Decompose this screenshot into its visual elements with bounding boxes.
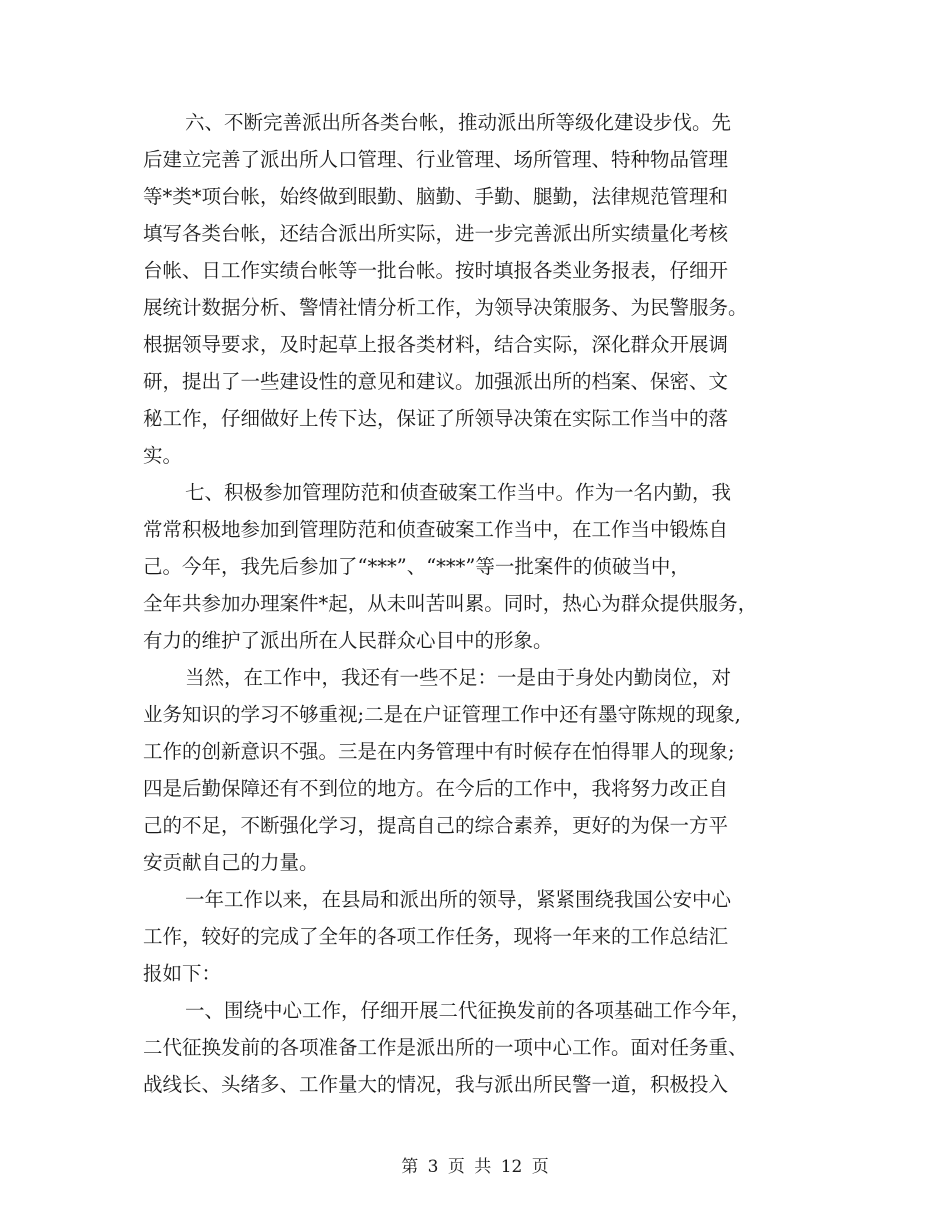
paragraph-annual-intro	[143, 881, 813, 992]
text-line: 工作，较好的完成了全年的各项工作任务，现将一年来的工作总结汇	[143, 925, 729, 948]
text-line: 工作的创新意识不强。三是在内务管理中有时候存在怕得罪人的现象;	[143, 740, 735, 763]
page-number-footer: 第 3 页 共 12 页	[401, 1157, 549, 1177]
paragraph-shortcomings	[143, 659, 813, 881]
text-line: 安贡献自己的力量。	[143, 851, 319, 874]
paragraph-7-case-work	[143, 474, 813, 659]
text-line: 己。今年，我先后参加了“***”、“***”等一批案件的侦破当中，	[143, 555, 690, 578]
text-line: 一、围绕中心工作，仔细开展二代征换发前的各项基础工作今年，	[185, 999, 751, 1022]
text-line: 等*类*项台帐，始终做到眼勤、脑勤、手勤、腿勤，法律规范管理和	[143, 185, 729, 208]
document-body	[143, 104, 813, 1103]
text-line: 二代征换发前的各项准备工作是派出所的一项中心工作。面对任务重、	[143, 1036, 748, 1059]
text-line: 六、不断完善派出所各类台帐，推动派出所等级化建设步伐。先	[185, 111, 732, 134]
text-line: 报如下：	[143, 962, 222, 985]
text-line: 研，提出了一些建设性的意见和建议。加强派出所的档案、保密、文	[143, 370, 729, 393]
paragraph-6-ledgers	[143, 104, 813, 474]
text-line: 己的不足，不断强化学习，提高自己的综合素养，更好的为保一方平	[143, 814, 729, 837]
text-line: 实。	[143, 444, 183, 467]
text-line: 秘工作，仔细做好上传下达，保证了所领导决策在实际工作当中的落	[143, 407, 729, 430]
text-line: 填写各类台帐，还结合派出所实际，进一步完善派出所实绩量化考核	[143, 222, 729, 245]
text-line: 四是后勤保障还有不到位的地方。在今后的工作中，我将努力改正自	[143, 777, 729, 800]
text-line: 根据领导要求，及时起草上报各类材料，结合实际，深化群众开展调	[143, 333, 729, 356]
text-line: 当然，在工作中，我还有一些不足：一是由于身处内勤岗位，对	[185, 666, 732, 689]
text-line: 后建立完善了派出所人口管理、行业管理、场所管理、特种物品管理	[143, 148, 729, 171]
text-line: 有力的维护了派出所在人民群众心目中的形象。	[143, 629, 553, 652]
text-line: 七、积极参加管理防范和侦查破案工作当中。作为一名内勤，我	[185, 481, 732, 504]
paragraph-1-core-work	[143, 992, 813, 1103]
text-line: 一年工作以来，在县局和派出所的领导，紧紧围绕我国公安中心	[185, 888, 732, 911]
text-line: 台帐、日工作实绩台帐等一批台帐。按时填报各类业务报表，仔细开	[143, 259, 729, 282]
text-line: 展统计数据分析、警情社情分析工作，为领导决策服务、为民警服务。	[143, 296, 748, 319]
text-line: 常常积极地参加到管理防范和侦查破案工作当中，在工作当中锻炼自	[143, 518, 729, 541]
text-line: 战线长、头绪多、工作量大的情况，我与派出所民警一道，积极投入	[143, 1073, 729, 1096]
text-line: 业务知识的学习不够重视;二是在户证管理工作中还有墨守陈规的现象,	[143, 703, 741, 726]
text-line: 全年共参加办理案件*起，从未叫苦叫累。同时，热心为群众提供服务，	[143, 592, 758, 615]
